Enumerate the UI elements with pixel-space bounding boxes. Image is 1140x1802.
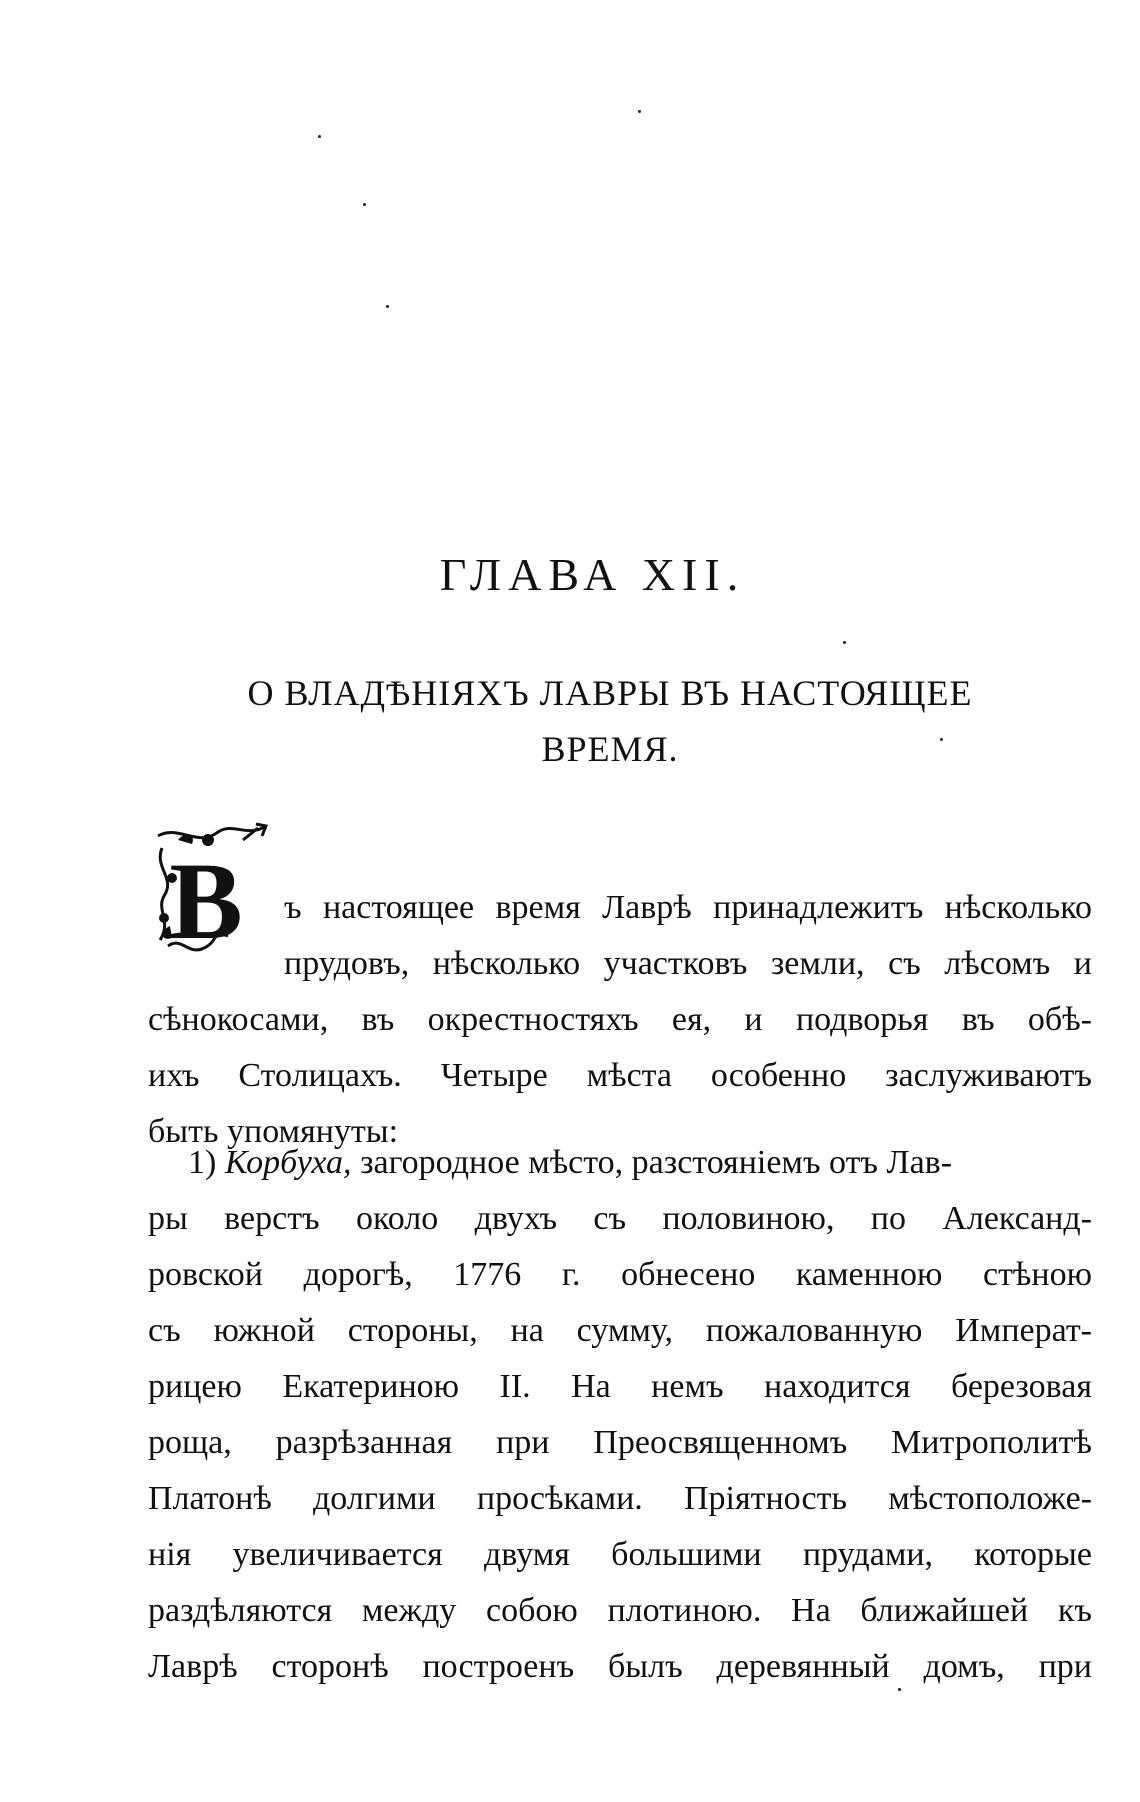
subtitle-line: ВРЕМЯ.	[541, 729, 679, 769]
item-number: 1)	[188, 1144, 217, 1181]
text-line: ры верстъ около двухъ съ половиною, по Александ-	[148, 1200, 1092, 1237]
item-term: Корбуха,	[224, 1144, 352, 1181]
chapter-title: ГЛАВА XII.	[439, 549, 746, 600]
text-line: роща, разрѣзанная при Преосвященномъ Митрополитѣ	[148, 1424, 1092, 1461]
text-line: сѣнокосами, въ окрестностяхъ ея, и подворья въ обѣ-	[148, 1001, 1092, 1038]
dropcap-letter: В	[169, 840, 243, 962]
text-line: ровской дорогѣ, 1776 г. обнесено каменною стѣною	[148, 1256, 1092, 1293]
chapter-subtitle	[150, 665, 1070, 777]
subtitle-line: О ВЛАДѢНІЯХЪ ЛАВРЫ ВЪ НАСТОЯЩЕЕ	[247, 673, 973, 713]
text-line: быть упомянуты:	[148, 1113, 399, 1150]
speck	[386, 305, 389, 308]
speck	[363, 203, 366, 206]
speck	[318, 135, 321, 138]
paragraph-2	[148, 1135, 1092, 1695]
text-line: прудовъ, нѣсколько участковъ земли, съ лѣсомъ и	[284, 945, 1092, 982]
text-line: Платонѣ долгими просѣками. Пріятность мѣстоположе-	[148, 1480, 1092, 1517]
text-line: ихъ Столицахъ. Четыре мѣста особенно заслуживаютъ	[148, 1057, 1092, 1094]
text-line	[148, 1135, 1092, 1191]
text-line: Лаврѣ сторонѣ построенъ былъ деревянный домъ, при	[148, 1648, 1092, 1685]
text-line: раздѣляются между собою плотиною. На ближайшей къ	[148, 1592, 1092, 1629]
text-line: съ южной стороны, на сумму, пожалованную Императ-	[148, 1312, 1092, 1349]
text-line: ъ настоящее время Лаврѣ принадлежитъ нѣсколько	[284, 889, 1092, 926]
speck	[843, 641, 846, 644]
paragraph-1	[148, 880, 1092, 1160]
text-line: нія увеличивается двумя большими прудами, которые	[148, 1536, 1092, 1573]
item-text: загородное мѣсто, разстояніемъ отъ Лав-	[360, 1144, 953, 1181]
speck	[638, 110, 641, 113]
text-line: рицею Екатериною II. На немъ находится березовая	[148, 1368, 1092, 1405]
